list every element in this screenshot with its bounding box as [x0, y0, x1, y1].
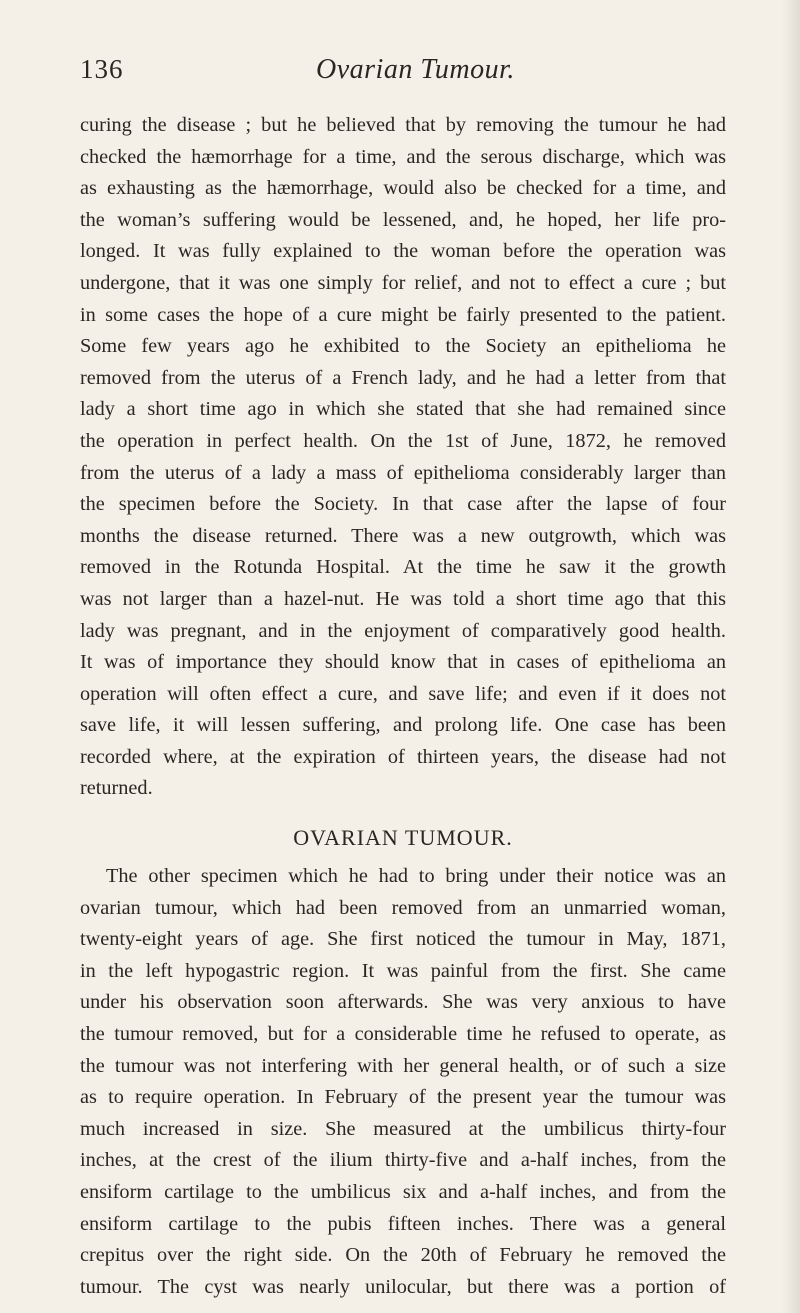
text-line: The other specimen which he had to bring under their notice was an	[106, 865, 726, 888]
text-line: the tumour removed, but for a considerable time he refused to operate, as	[80, 1023, 726, 1046]
paragraph-ovarian-tumour	[80, 861, 726, 1303]
text-line: ensiform cartilage to the umbilicus six and a-half inches, and from the	[80, 1181, 726, 1203]
text-line: It was of importance they should know that in cases of epithelioma an	[80, 651, 726, 674]
body-text	[80, 110, 726, 1303]
page-number: 136	[80, 54, 124, 84]
text-line: months the disease returned. There was a new outgrowth, which was	[80, 524, 726, 547]
text-line: ovarian tumour, which had been removed from an unmarried woman,	[80, 896, 726, 919]
text-line: ensiform cartilage to the pubis fifteen inches. There was a general	[80, 1212, 726, 1235]
text-line: was not larger than a hazel-nut. He was told a short time ago that this	[80, 587, 726, 610]
text-line: operation will often effect a cure, and save life; and even if it does not	[80, 682, 726, 705]
text-line: as to require operation. In February of the present year the tumour was	[80, 1086, 726, 1109]
paragraph-continued	[80, 110, 726, 805]
text-line: inches, at the crest of the ilium thirty-five and a-half inches, from the	[80, 1149, 726, 1172]
running-head	[80, 54, 730, 94]
text-line: lady a short time ago in which she stated that she had remained since	[80, 398, 726, 421]
text-line: under his observation soon afterwards. She was very anxious to have	[80, 991, 726, 1014]
text-line: curing the disease ; but he believed that by removing the tumour he had	[80, 114, 726, 136]
text-line: the woman’s suffering would be lessened, and, he hoped, her life pro-	[80, 208, 726, 231]
text-line: recorded where, at the expiration of thirteen years, the disease had not	[80, 745, 726, 768]
text-line: crepitus over the right side. On the 20th of February he removed the	[80, 1244, 726, 1267]
text-line: longed. It was fully explained to the woman before the operation was	[80, 240, 726, 263]
text-line: the specimen before the Society. In that case after the lapse of four	[80, 493, 726, 516]
text-line: removed from the uterus of a French lady, and he had a letter from that	[80, 366, 726, 389]
text-line: in some cases the hope of a cure might be fairly presented to the patient.	[80, 303, 726, 326]
text-line: undergone, that it was one simply for relief, and not to effect a cure ; but	[80, 271, 726, 294]
text-line: checked the hæmorrhage for a time, and the serous discharge, which was	[80, 145, 726, 168]
text-line: Some few years ago he exhibited to the Society an epithelioma he	[80, 335, 726, 358]
text-line: removed in the Rotunda Hospital. At the time he saw it the growth	[80, 556, 726, 579]
text-line: lady was pregnant, and in the enjoyment of comparatively good health.	[80, 619, 726, 642]
text-line: twenty-eight years of age. She first noticed the tumour in May, 1871,	[80, 928, 726, 951]
text-line: as exhausting as the hæmorrhage, would also be checked for a time, and	[80, 177, 726, 200]
page-edge-shadow	[782, 0, 800, 1313]
running-title: Ovarian Tumour.	[316, 54, 515, 85]
text-line: tumour. The cyst was nearly unilocular, but there was a portion of	[80, 1275, 726, 1298]
text-line: the tumour was not interfering with her general health, or of such a size	[80, 1054, 726, 1077]
text-line: in the left hypogastric region. It was painful from the first. She came	[80, 959, 726, 982]
text-line: from the uterus of a lady a mass of epithelioma considerably larger than	[80, 461, 726, 484]
text-line: the operation in perfect health. On the 1st of June, 1872, he removed	[80, 429, 726, 452]
section-heading: OVARIAN TUMOUR.	[293, 825, 513, 851]
text-line: save life, it will lessen suffering, and prolong life. One case has been	[80, 714, 726, 737]
text-line: returned.	[80, 777, 153, 800]
text-line: much increased in size. She measured at the umbilicus thirty-four	[80, 1117, 726, 1140]
